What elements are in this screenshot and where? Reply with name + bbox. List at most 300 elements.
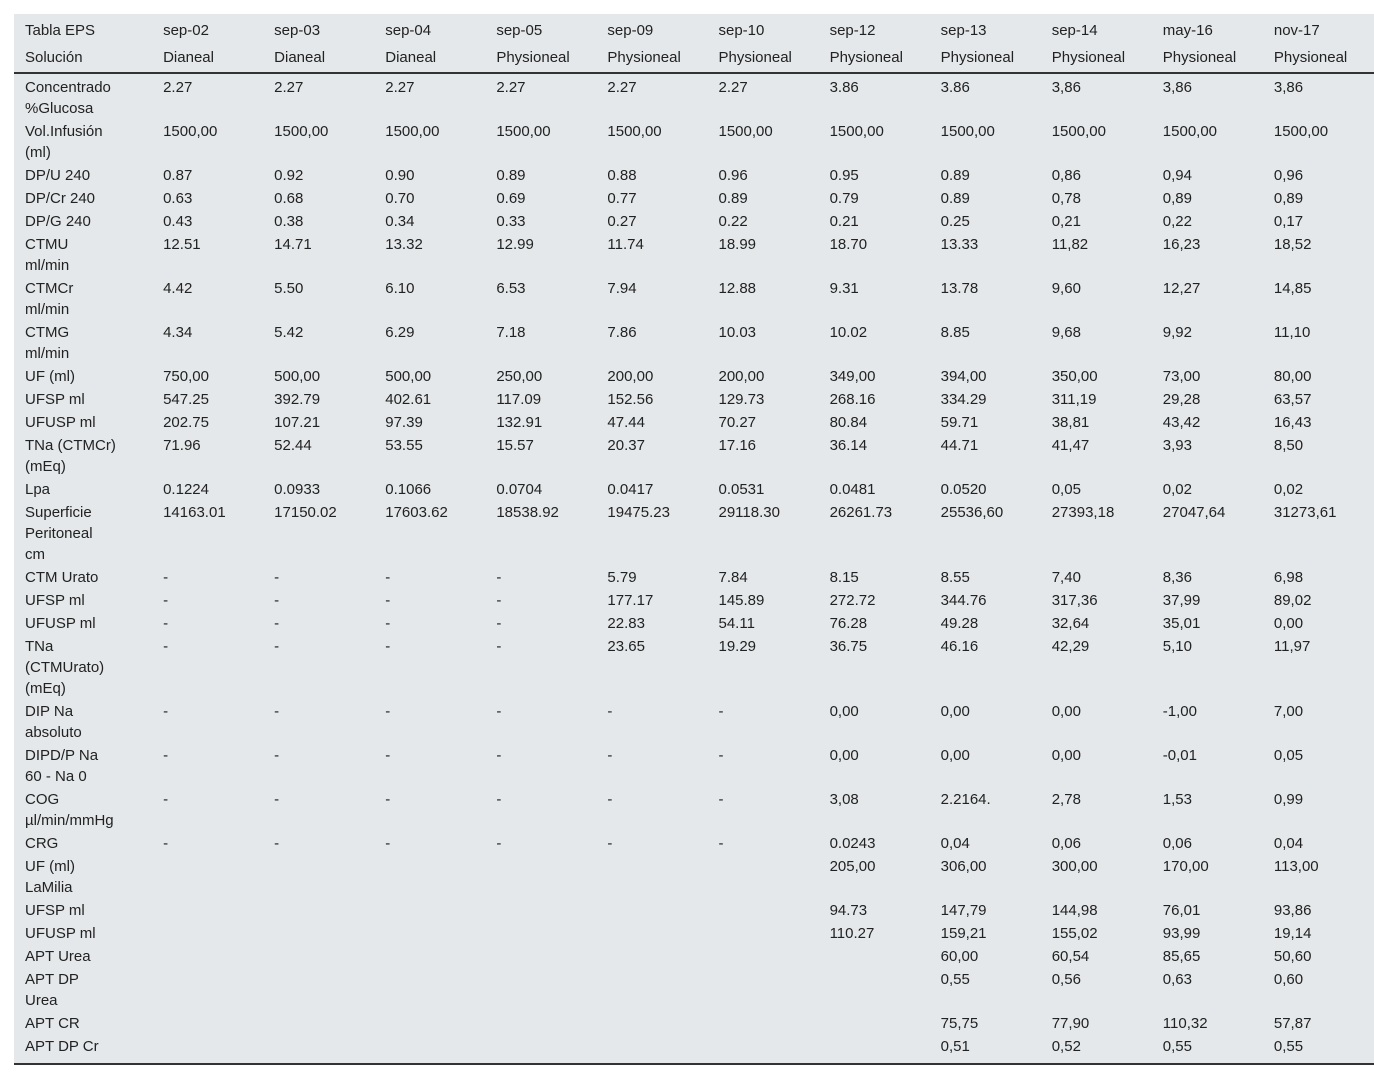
row-label-cell: Concentrado %Glucosa	[25, 79, 111, 117]
table-row	[14, 410, 1374, 433]
table-cell	[596, 1011, 707, 1034]
table-cell: 2.27	[718, 79, 748, 96]
table-cell: 334.29	[940, 391, 987, 408]
table-cell: 13.78	[940, 280, 979, 297]
table-cell: 4.42	[163, 280, 193, 297]
header-cell: sep-10	[718, 22, 765, 39]
table-cell: 46.16	[940, 638, 979, 655]
table-cell: 0.1066	[385, 481, 432, 498]
table-cell: 170,00	[1162, 858, 1209, 875]
table-cell: -	[163, 791, 169, 808]
row-label-cell: DP/Cr 240	[25, 190, 96, 207]
table-cell: 50,60	[1273, 948, 1312, 965]
table-cell: 344.76	[940, 592, 987, 609]
table-cell: 0.0243	[829, 835, 876, 852]
table-cell: 19,14	[1273, 925, 1312, 942]
row-label-cell: APT Urea	[25, 948, 91, 965]
table-cell: 394,00	[940, 368, 987, 385]
table-cell: -	[496, 791, 502, 808]
table-body	[14, 73, 1374, 1063]
table-cell: 0.38	[274, 213, 304, 230]
table-cell: 0,94	[1162, 167, 1192, 184]
table-cell: 0,55	[1162, 1038, 1192, 1055]
table-cell: 0,56	[1051, 971, 1081, 988]
table-cell: 2,78	[1051, 791, 1081, 808]
row-label-cell: UFSP ml	[25, 902, 85, 919]
table-cell	[485, 944, 596, 967]
table-row	[14, 186, 1374, 209]
table-cell: 0.95	[829, 167, 859, 184]
table-cell	[152, 898, 263, 921]
table-cell: 14163.01	[163, 504, 226, 521]
table-row	[14, 477, 1374, 500]
table-cell: -	[607, 747, 613, 764]
table-cell: -	[496, 835, 502, 852]
table-cell	[707, 1034, 818, 1063]
table-cell: 0.92	[274, 167, 304, 184]
table-cell: 3,86	[1162, 79, 1192, 96]
table-cell: 80,00	[1273, 368, 1312, 385]
table-row	[14, 320, 1374, 364]
table-cell: 0.89	[940, 167, 970, 184]
eps-table-container	[14, 14, 1374, 1065]
table-row	[14, 634, 1374, 699]
table-cell: 0,51	[940, 1038, 970, 1055]
table-cell: 11,10	[1273, 324, 1311, 341]
table-cell: 392.79	[274, 391, 321, 408]
table-cell: -	[274, 638, 280, 655]
table-cell: -	[607, 835, 613, 852]
table-cell: 2.27	[607, 79, 637, 96]
table-row	[14, 967, 1374, 1011]
table-cell: 0,96	[1273, 167, 1304, 184]
table-header	[14, 14, 1374, 73]
table-cell: 0,05	[1051, 481, 1081, 498]
table-cell	[263, 944, 374, 967]
table-cell: 36.14	[829, 437, 868, 454]
table-cell: 19.29	[718, 638, 757, 655]
table-cell: -	[163, 592, 169, 609]
row-label-cell: COG µl/min/mmHg	[25, 791, 114, 829]
table-cell: 0,04	[940, 835, 970, 852]
table-cell: 54.11	[718, 615, 755, 632]
table-cell: -	[385, 569, 391, 586]
header-row-solution	[14, 45, 1374, 73]
table-cell: 300,00	[1051, 858, 1098, 875]
table-cell: -	[718, 791, 724, 808]
table-cell: 13.32	[385, 236, 423, 253]
table-cell: 0,04	[1273, 835, 1304, 852]
table-cell: 77,90	[1051, 1015, 1090, 1032]
table-cell: 8.15	[829, 569, 859, 586]
table-cell: 7.18	[496, 324, 526, 341]
table-row	[14, 1034, 1374, 1063]
table-cell: 0,06	[1162, 835, 1192, 852]
table-cell: 57,87	[1273, 1015, 1312, 1032]
table-cell: 93,99	[1162, 925, 1201, 942]
table-cell: 8.85	[940, 324, 970, 341]
table-cell	[819, 1034, 930, 1063]
table-cell: 70.27	[718, 414, 757, 431]
table-cell: 0,99	[1273, 791, 1304, 808]
table-cell: 0,22	[1162, 213, 1192, 230]
header-cell: sep-02	[163, 22, 209, 39]
table-cell: 0.0417	[607, 481, 654, 498]
row-label-cell: DIP Na absoluto	[25, 703, 82, 741]
header-cell: Physioneal	[607, 49, 681, 66]
table-cell: 0.70	[385, 190, 415, 207]
table-cell: 19475.23	[607, 504, 670, 521]
table-cell: 117.09	[496, 391, 542, 408]
table-cell: 2.2164.	[940, 791, 991, 808]
table-cell: -	[385, 791, 391, 808]
table-cell: -	[385, 747, 391, 764]
table-cell: 155,02	[1051, 925, 1098, 942]
table-cell: 1500,00	[607, 123, 662, 140]
table-cell: 0.1224	[163, 481, 209, 498]
table-cell: 0,60	[1273, 971, 1304, 988]
table-cell: 1500,00	[718, 123, 773, 140]
table-cell: -	[496, 615, 502, 632]
table-cell	[374, 921, 485, 944]
header-cell: may-16	[1162, 22, 1213, 39]
table-cell: 7,40	[1051, 569, 1081, 586]
table-cell	[819, 1011, 930, 1034]
header-cell: Dianeal	[163, 49, 214, 66]
table-cell	[485, 898, 596, 921]
table-cell: -	[385, 615, 391, 632]
table-cell: 29118.30	[718, 504, 780, 521]
table-cell: 20.37	[607, 437, 645, 454]
table-cell: -	[385, 835, 391, 852]
header-cell: Physioneal	[829, 49, 903, 66]
table-cell: -	[274, 747, 280, 764]
table-cell: 0,89	[1162, 190, 1192, 207]
table-cell: 1500,00	[163, 123, 218, 140]
header-cell: sep-05	[496, 22, 543, 39]
table-cell: 0.34	[385, 213, 415, 230]
table-cell	[485, 1034, 596, 1063]
table-cell: 1,53	[1162, 791, 1192, 808]
row-label-cell: UFUSP ml	[25, 925, 96, 942]
row-label-cell: CRG	[25, 835, 59, 852]
table-cell: 0,00	[1273, 615, 1304, 632]
table-cell: 16,23	[1162, 236, 1201, 253]
table-cell	[263, 1034, 374, 1063]
header-cell: Dianeal	[274, 49, 326, 66]
table-cell: 25536,60	[940, 504, 1004, 521]
table-row	[14, 588, 1374, 611]
row-label-cell: CTMG ml/min	[25, 324, 70, 362]
table-cell: 0,78	[1051, 190, 1081, 207]
table-cell: 113,00	[1273, 858, 1319, 875]
table-cell: 18538.92	[496, 504, 559, 521]
header-label-cell: Solución	[25, 49, 83, 66]
table-cell: 6.53	[496, 280, 526, 297]
table-cell: 147,79	[940, 902, 987, 919]
table-cell: 0.0481	[829, 481, 876, 498]
table-cell: 9.31	[829, 280, 859, 297]
table-cell: 38,81	[1051, 414, 1090, 431]
table-cell: 0.27	[607, 213, 637, 230]
table-cell: 17150.02	[274, 504, 337, 521]
table-row	[14, 944, 1374, 967]
table-cell: 0,02	[1273, 481, 1304, 498]
table-cell: 75,75	[940, 1015, 979, 1032]
table-cell: -	[496, 592, 502, 609]
table-cell: 0,86	[1051, 167, 1081, 184]
table-cell: -	[163, 703, 169, 720]
table-cell: 0,00	[1051, 747, 1081, 764]
table-row	[14, 500, 1374, 565]
table-row	[14, 119, 1374, 163]
table-cell	[596, 1034, 707, 1063]
table-cell: 0.77	[607, 190, 637, 207]
table-cell: 110.27	[829, 925, 875, 942]
table-cell	[263, 921, 374, 944]
header-cell: sep-12	[829, 22, 876, 39]
table-cell: 2.27	[496, 79, 526, 96]
table-cell: 60,00	[940, 948, 979, 965]
table-cell: 3.86	[829, 79, 859, 96]
table-cell: 7,00	[1273, 703, 1304, 720]
table-cell: 0,55	[940, 971, 970, 988]
table-cell: 53.55	[385, 437, 423, 454]
table-cell: 3.86	[940, 79, 970, 96]
table-row	[14, 276, 1374, 320]
table-row	[14, 565, 1374, 588]
table-cell: 85,65	[1162, 948, 1201, 965]
table-cell: 17603.62	[385, 504, 448, 521]
table-cell: 0,02	[1162, 481, 1192, 498]
table-cell: 1500,00	[496, 123, 551, 140]
table-cell: 0.0531	[718, 481, 765, 498]
table-cell: 0,55	[1273, 1038, 1304, 1055]
table-cell: 1500,00	[1273, 123, 1329, 140]
table-row	[14, 921, 1374, 944]
table-cell: -	[274, 835, 280, 852]
header-cell: Physioneal	[718, 49, 792, 66]
header-cell: sep-09	[607, 22, 654, 39]
table-cell: 0,00	[1051, 703, 1081, 720]
table-cell: 73,00	[1162, 368, 1201, 385]
table-row	[14, 387, 1374, 410]
table-cell: 306,00	[940, 858, 987, 875]
table-cell: 4.34	[163, 324, 193, 341]
row-label-cell: APT DP Urea	[25, 971, 79, 1009]
table-cell: 47.44	[607, 414, 645, 431]
table-cell	[819, 944, 930, 967]
table-cell: -	[496, 638, 502, 655]
table-cell: 12.51	[163, 236, 201, 253]
row-label-cell: CTMCr ml/min	[25, 280, 74, 318]
table-cell: 0.68	[274, 190, 304, 207]
table-cell: -	[274, 703, 280, 720]
table-cell: 18.99	[718, 236, 757, 253]
table-cell	[596, 898, 707, 921]
row-label-cell: TNa (CTMUrato) (mEq)	[25, 638, 105, 697]
row-label-cell: UF (ml) LaMilia	[25, 858, 75, 896]
table-cell: 41,47	[1051, 437, 1090, 454]
table-cell	[152, 1011, 263, 1034]
table-cell: -	[385, 703, 391, 720]
table-cell: 89,02	[1273, 592, 1312, 609]
table-row	[14, 232, 1374, 276]
table-cell: 0,63	[1162, 971, 1192, 988]
table-cell: 5,10	[1162, 638, 1192, 655]
table-cell: 0,21	[1051, 213, 1081, 230]
row-label-cell: Lpa	[25, 481, 51, 498]
row-label-cell: UFSP ml	[25, 391, 85, 408]
table-cell: 9,68	[1051, 324, 1081, 341]
table-cell: 7.94	[607, 280, 637, 297]
table-cell: 1500,00	[940, 123, 995, 140]
header-label-cell: Tabla EPS	[25, 22, 96, 39]
table-cell: 6.29	[385, 324, 415, 341]
table-cell: 97.39	[385, 414, 423, 431]
header-cell: Dianeal	[385, 49, 437, 66]
table-row	[14, 364, 1374, 387]
table-cell: 144,98	[1051, 902, 1098, 919]
header-cell: sep-13	[940, 22, 987, 39]
table-cell: 11.74	[607, 236, 644, 253]
table-cell: 14.71	[274, 236, 312, 253]
row-label-cell: DP/G 240	[25, 213, 91, 230]
header-cell: sep-03	[274, 22, 321, 39]
table-cell: 23.65	[607, 638, 645, 655]
table-cell: -0,01	[1162, 747, 1197, 764]
table-cell	[263, 898, 374, 921]
table-cell: 76,01	[1162, 902, 1201, 919]
table-cell: 26261.73	[829, 504, 893, 521]
table-cell: 0.43	[163, 213, 193, 230]
table-cell: 272.72	[829, 592, 876, 609]
table-cell: 350,00	[1051, 368, 1098, 385]
table-cell: 7.86	[607, 324, 637, 341]
header-cell: Physioneal	[940, 49, 1015, 66]
table-cell: 0.33	[496, 213, 526, 230]
table-cell: 402.61	[385, 391, 432, 408]
table-cell: 107.21	[274, 414, 321, 431]
table-cell: 22.83	[607, 615, 645, 632]
table-cell: 44.71	[940, 437, 979, 454]
table-cell: 0.88	[607, 167, 637, 184]
table-cell: 10.02	[829, 324, 868, 341]
table-cell: 177.17	[607, 592, 654, 609]
table-cell: 349,00	[829, 368, 876, 385]
table-cell: 8,50	[1273, 437, 1304, 454]
header-cell: Physioneal	[496, 49, 570, 66]
row-label-cell: APT CR	[25, 1015, 80, 1032]
table-cell: 17.16	[718, 437, 757, 454]
table-cell	[152, 967, 263, 1011]
table-cell: 5.50	[274, 280, 304, 297]
table-cell	[374, 1034, 485, 1063]
table-row	[14, 787, 1374, 831]
table-cell: 145.89	[718, 592, 765, 609]
table-cell: 3,86	[1051, 79, 1081, 96]
table-row	[14, 854, 1374, 898]
table-cell: 0,52	[1051, 1038, 1081, 1055]
table-cell: 0.63	[163, 190, 193, 207]
table-cell: 317,36	[1051, 592, 1098, 609]
table-cell: 110,32	[1162, 1015, 1208, 1032]
table-cell: 547.25	[163, 391, 209, 408]
header-cell: sep-14	[1051, 22, 1098, 39]
table-cell	[263, 967, 374, 1011]
table-cell: -	[718, 835, 724, 852]
table-cell: 311,19	[1051, 391, 1097, 408]
table-cell: 52.44	[274, 437, 312, 454]
row-label-cell: CTM Urato	[25, 569, 99, 586]
table-cell: 0.69	[496, 190, 526, 207]
table-cell: 3,93	[1162, 437, 1192, 454]
table-cell: 60,54	[1051, 948, 1090, 965]
table-cell: 500,00	[274, 368, 321, 385]
table-cell: -	[163, 747, 169, 764]
table-cell: -	[163, 638, 169, 655]
table-cell: 750,00	[163, 368, 209, 385]
header-cell: Physioneal	[1051, 49, 1126, 66]
table-cell	[263, 1011, 374, 1034]
table-cell: 0.87	[163, 167, 193, 184]
table-cell: 268.16	[829, 391, 876, 408]
table-cell: 10.03	[718, 324, 757, 341]
table-cell: 129.73	[718, 391, 765, 408]
table-cell: 36.75	[829, 638, 868, 655]
table-cell: 11,82	[1051, 236, 1089, 253]
table-cell: 1500,00	[829, 123, 884, 140]
table-cell: 18,52	[1273, 236, 1312, 253]
table-cell	[485, 921, 596, 944]
row-label-cell: UFSP ml	[25, 592, 85, 609]
table-cell	[596, 854, 707, 898]
table-cell: -	[274, 592, 280, 609]
table-cell	[374, 944, 485, 967]
table-cell: -	[274, 791, 280, 808]
table-cell: 80.84	[829, 414, 868, 431]
table-row	[14, 433, 1374, 477]
table-row	[14, 699, 1374, 743]
header-cell: Physioneal	[1162, 49, 1237, 66]
table-cell: -	[607, 791, 613, 808]
table-cell: 250,00	[496, 368, 543, 385]
bottom-rule	[14, 1063, 1374, 1065]
table-cell: 6.10	[385, 280, 415, 297]
table-cell: 132.91	[496, 414, 543, 431]
header-cell: nov-17	[1273, 22, 1320, 39]
table-cell: 14,85	[1273, 280, 1312, 297]
table-cell: 59.71	[940, 414, 979, 431]
table-cell: 42,29	[1051, 638, 1090, 655]
table-cell: -	[607, 703, 613, 720]
table-cell: 93,86	[1273, 902, 1312, 919]
table-cell: 1500,00	[1162, 123, 1218, 140]
table-cell: 0.25	[940, 213, 970, 230]
table-cell	[707, 1011, 818, 1034]
table-cell	[374, 898, 485, 921]
table-cell: 9,60	[1051, 280, 1081, 297]
row-label-cell: DIPD/P Na 60 - Na 0	[25, 747, 99, 785]
table-cell: 0.89	[496, 167, 526, 184]
table-cell: -	[274, 615, 280, 632]
header-cell: sep-04	[385, 22, 432, 39]
table-cell	[374, 967, 485, 1011]
table-cell: 2.27	[274, 79, 304, 96]
table-cell: 29,28	[1162, 391, 1201, 408]
table-cell	[152, 944, 263, 967]
table-cell: 31273,61	[1273, 504, 1337, 521]
